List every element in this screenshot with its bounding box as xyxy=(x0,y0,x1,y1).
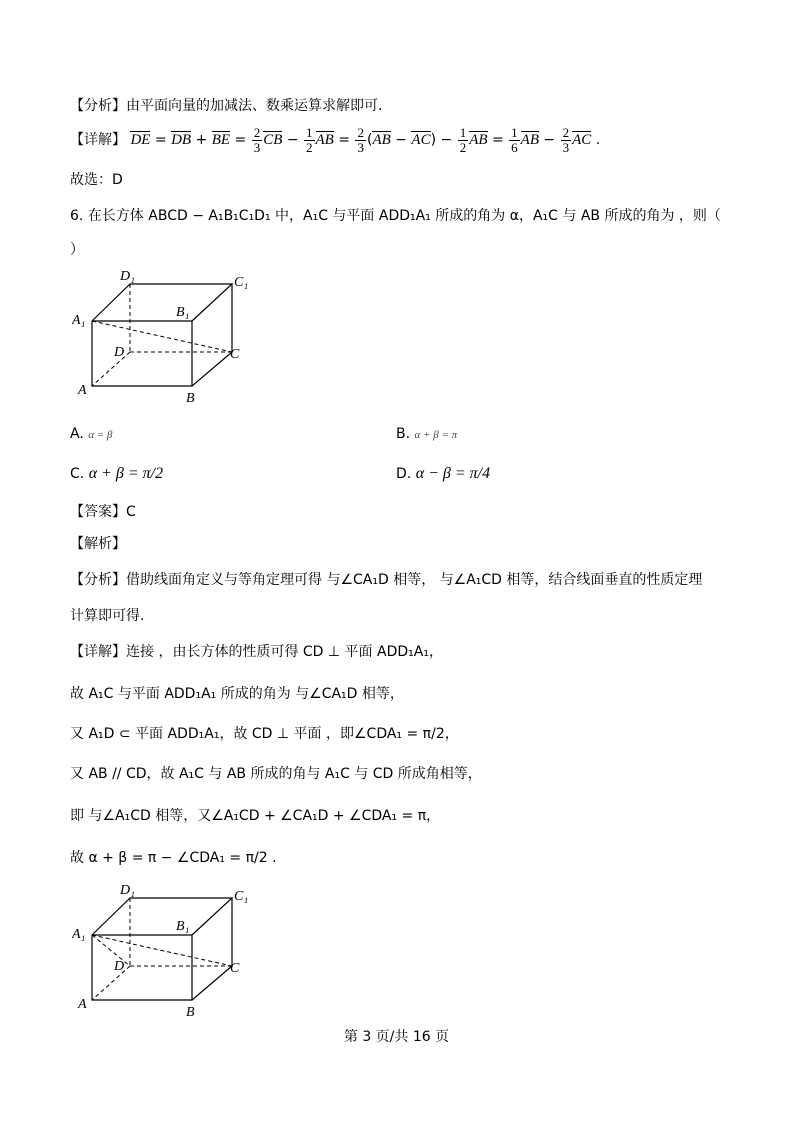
answer-value: C xyxy=(126,504,136,520)
analysis2-text: 借助线面角定义与等角定理可得 与∠CA₁D 相等， 与∠A₁CD 相等，结合线面垂直的性质定理 xyxy=(126,572,703,588)
option-a-text: α = β xyxy=(88,429,113,441)
option-d-text: α − β = π/4 xyxy=(415,465,491,482)
analysis2-cont: 计算即可得. xyxy=(70,608,145,624)
label-A: A xyxy=(78,383,87,398)
fig2-label-D: D xyxy=(114,959,125,974)
label-D: D xyxy=(114,345,125,360)
option-a xyxy=(70,424,112,445)
answer-line xyxy=(70,502,136,522)
analysis-tag: 【分析】 xyxy=(70,98,126,114)
analysis2-line xyxy=(70,570,702,590)
option-b-text: α + β = π xyxy=(414,429,458,441)
label-C: C xyxy=(230,347,240,362)
page-footer: 第 3 页/共 16 页 xyxy=(343,1029,450,1045)
option-b xyxy=(396,424,457,445)
detail-formula-line xyxy=(70,124,600,156)
answer-tag: 【答案】 xyxy=(70,504,126,520)
option-c-text: α + β = π/2 xyxy=(88,465,164,482)
detail2-line5: 即 与∠A₁CD 相等，又∠A₁CD + ∠CA₁D + ∠CDA₁ = π， xyxy=(70,808,441,824)
option-c-label: C. xyxy=(70,466,85,482)
option-a-label: A. xyxy=(70,426,84,442)
detail2-l1: 连接 ，由长方体的性质可得 CD ⊥ 平面 ADD₁A₁， xyxy=(126,644,443,660)
detail2-line4: 又 AB // CD，故 A₁C 与 AB 所成的角与 A₁C 与 CD 所成角相等， xyxy=(70,766,482,782)
label-B: B xyxy=(186,391,195,406)
question-text: 在长方体 ABCD − A₁B₁C₁D₁ 中，A₁C 与平面 ADD₁A₁ 所成的角为 α，A₁C 与 AB 所成的角为 ，则（ xyxy=(87,208,721,224)
detail2-line3: 又 A₁D ⊂ 平面 ADD₁A₁，故 CD ⊥ 平面 ，即∠CDA₁ = π/2， xyxy=(70,726,459,742)
fig2-label-A: A xyxy=(78,997,87,1012)
label-C1: C₁ xyxy=(234,275,249,290)
detail2-line6: 故 α + β = π − ∠CDA₁ = π/2 . xyxy=(70,850,277,866)
fig2-label-D1: D₁ xyxy=(120,883,135,898)
analysis-line xyxy=(70,96,382,116)
fig2-label-A1: A₁ xyxy=(72,927,86,942)
analysis-text: 由平面向量的加减法、数乘运算求解即可. xyxy=(126,98,383,114)
detail2-line2: 故 A₁C 与平面 ADD₁A₁ 所成的角为 与∠CA₁D 相等， xyxy=(70,686,404,702)
fig2-label-C1: C₁ xyxy=(234,889,249,904)
detail-tag: 【详解】 xyxy=(70,132,126,148)
option-d xyxy=(396,464,490,484)
question-line xyxy=(70,206,721,226)
detail2-tag: 【详解】 xyxy=(70,644,126,660)
label-A1: A₁ xyxy=(72,313,86,328)
option-d-label: D. xyxy=(396,466,412,482)
vector-formula: DE = DB + BE = $\frac{2}{3}$ CB − $\frac{1}{2}$ AB = $\frac{2}{3}$ (AB − AC) − $\frac{1}{2}$ AB = $\frac{1}{6}$ AB − $\frac{2}{3}$ AC . xyxy=(130,124,601,155)
label-B1: B₁ xyxy=(176,305,190,320)
choice-line: 故选：D xyxy=(70,172,123,188)
option-b-label: B. xyxy=(396,426,411,442)
detail2-line1 xyxy=(70,642,443,662)
cuboid-figure xyxy=(72,266,252,406)
question-cont: ） xyxy=(70,242,84,258)
fig2-label-B: B xyxy=(186,1005,195,1020)
fig2-label-C: C xyxy=(230,961,240,976)
question-number: 6. xyxy=(70,208,84,224)
cuboid-figure-2 xyxy=(72,880,252,1020)
jiexi-line: 【解析】 xyxy=(70,536,126,552)
option-c xyxy=(70,464,163,484)
fig2-label-B1: B₁ xyxy=(176,919,190,934)
label-D1: D₁ xyxy=(120,269,135,284)
analysis2-tag: 【分析】 xyxy=(70,572,126,588)
